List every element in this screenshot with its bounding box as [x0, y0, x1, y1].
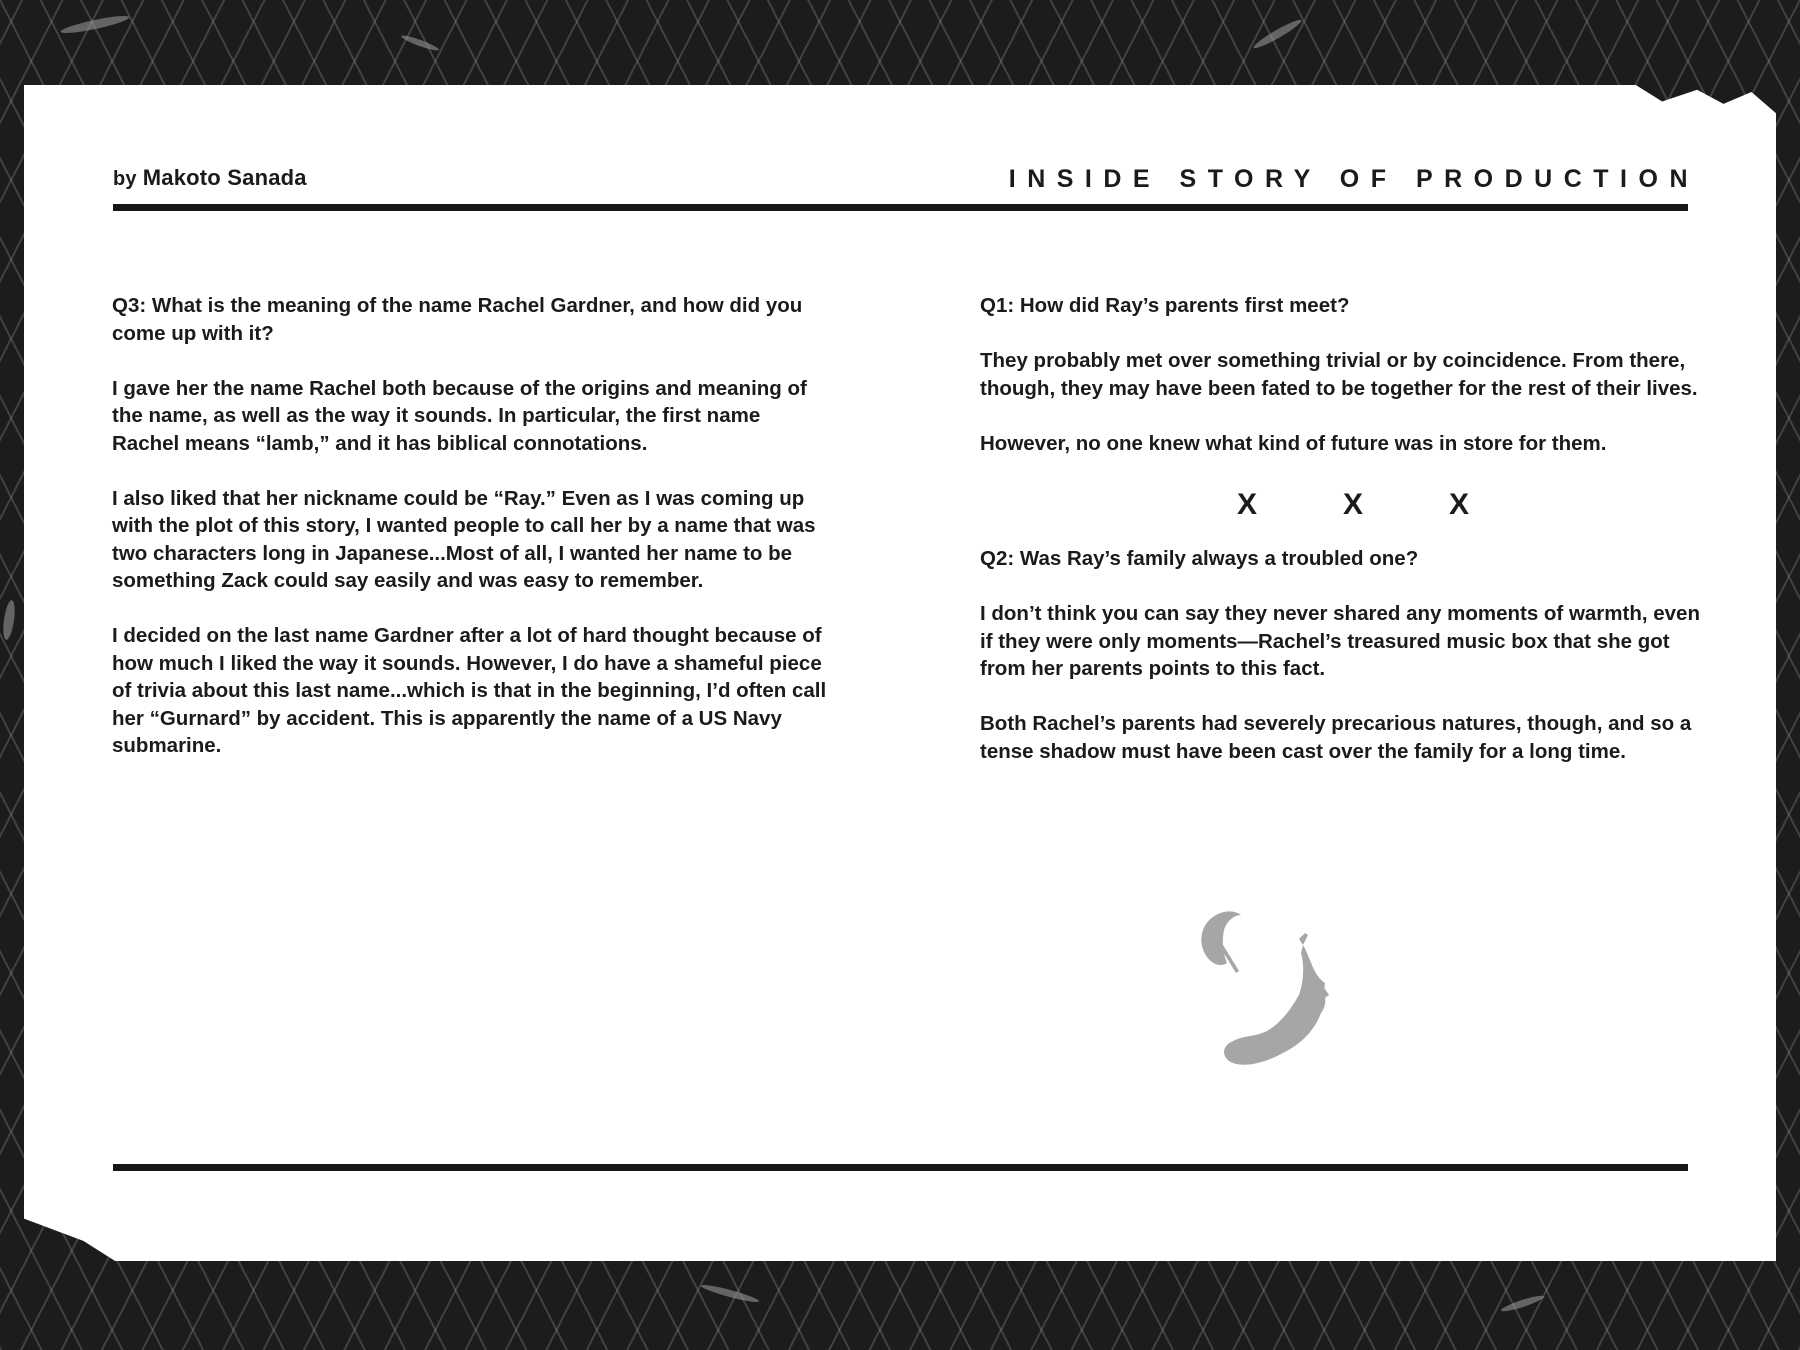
answer-paragraph: I don’t think you can say they never shared any moments of warmth, even if they were only moments—Rachel’s treasured music box that she got from her parents points to this fact. [980, 602, 1700, 680]
border-speck [1500, 1293, 1545, 1314]
border-speck [400, 33, 440, 52]
border-speck [1, 599, 16, 640]
question-q1: Q1: How did Ray’s parents first meet? [980, 294, 1350, 317]
answer-paragraph: I decided on the last name Gardner after a lot of hard thought because of how much I liked the way it sounds. However, I do have a shameful piece of trivia about this last name...which is that in the beginning, I’d often call her “Gurnard” by accident. This is apparently the name of a US Navy submarine. [112, 624, 827, 757]
left-column [112, 292, 832, 787]
section-title: INSIDE STORY OF PRODUCTION [1008, 165, 1699, 193]
answer-paragraph: Both Rachel’s parents had severely precarious natures, though, and so a tense shadow must have been cast over the family for a long time. [980, 712, 1692, 763]
byline-prefix: by [113, 168, 137, 190]
answer-paragraph: However, no one knew what kind of future was in store for them. [980, 431, 1607, 455]
border-speck [700, 1282, 760, 1304]
answer-paragraph: I gave her the name Rachel both because of the origins and meaning of the name, as well as the way it sounds. In particular, the first name Rachel means “lamb,” and it has biblical connotations. [112, 376, 807, 455]
question-q2: Q2: Was Ray’s family always a troubled one? [980, 547, 1419, 570]
border-speck [60, 13, 130, 36]
byline-author: Makoto Sanada [142, 165, 307, 190]
question-q3: Q3: What is the meaning of the name Rachel Gardner, and how did you come up with it? [112, 294, 803, 345]
byline [113, 165, 307, 191]
feather-icon [1195, 905, 1355, 1085]
section-separator [980, 481, 1700, 529]
right-column [980, 292, 1700, 793]
answer-paragraph: They probably met over something trivial or by coincidence. From there, though, they may have been fated to be together for the rest of their lives. [980, 349, 1698, 400]
separator-mark: X [1449, 488, 1470, 521]
top-divider [113, 204, 1688, 211]
separator-mark: X [1236, 488, 1257, 521]
border-speck [1252, 17, 1304, 51]
bottom-divider [113, 1164, 1688, 1171]
separator-mark: X [1342, 488, 1363, 521]
page-header [113, 165, 1699, 195]
answer-paragraph: I also liked that her nickname could be “Ray.” Even as I was coming up with the plot of this story, I wanted people to call her by a name that was two characters long in Japanese...Most of all, I wanted her name to be something Zack could say easily and was easy to remember. [112, 486, 816, 592]
